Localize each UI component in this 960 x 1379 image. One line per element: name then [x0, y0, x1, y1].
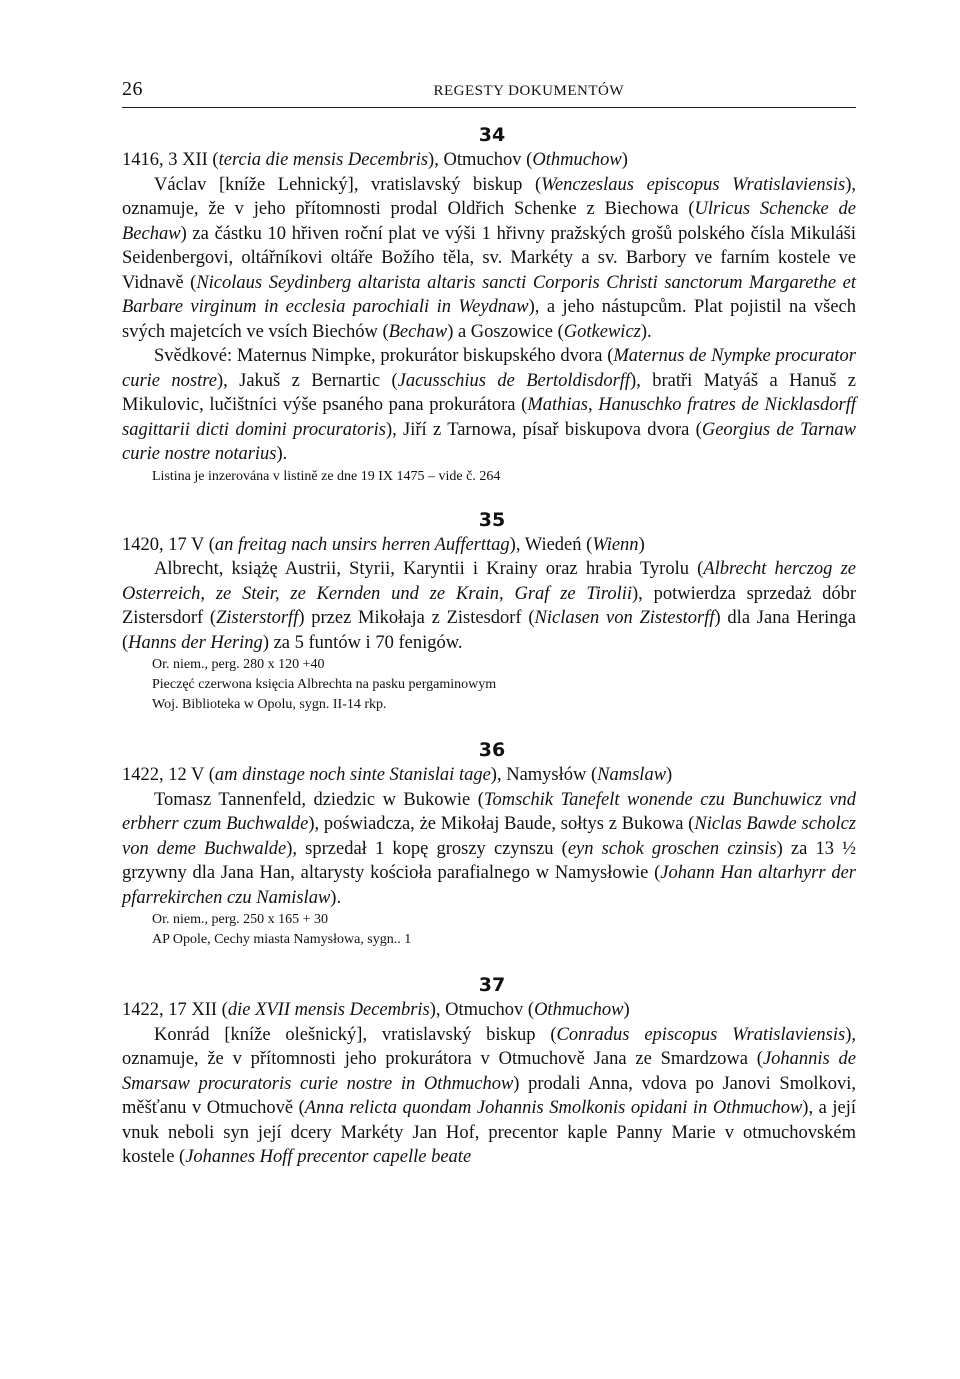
body-text: ). [330, 887, 342, 908]
source-note: Pieczęć czerwona księcia Albrechta na pasku pergaminowym [152, 677, 497, 692]
latin-quote-text: Tomschik Tanefelt wonende czu Bunchuwicz vnd erbherr czum Buchwalde [122, 789, 857, 834]
entry-36 [122, 737, 856, 950]
entry-35 [122, 507, 856, 716]
body-text: ), sprzedał 1 kopę groszy czynszu ( [286, 838, 568, 859]
latin-quote-text: Ulricus Schencke de Bechaw [122, 199, 856, 244]
running-head [122, 78, 856, 108]
body-text: ), bratři Matyáš a Hanuš z Mikulovic, lučištníci výše psaného pana prokurátora ( [122, 370, 856, 415]
body-text: 1422, 17 XII ( [122, 1000, 228, 1020]
latin-quote-text: an freitag nach unsirs herren Aufferttag [214, 534, 510, 555]
body-text: ) [666, 765, 673, 785]
latin-quote-text: Nicolaus Seydinberg altarista altaris sancti Corporis Christi sanctorum Margarethe et Barbare virginum in ecclesia parochiali in Weydnaw [122, 272, 856, 317]
latin-quote-text: Othmuchow [534, 1000, 624, 1020]
body-text: ), a její vnuk neboli syn její dcery Markéty Jan Hof, precentor kaple Panny Marie v otmuchovském kostele ( [122, 1098, 856, 1167]
body-text: ). [640, 321, 652, 342]
latin-quote-text: Gotkewicz [563, 321, 641, 342]
latin-quote-text: Georgius de Tarnaw curie nostre notarius [122, 419, 856, 464]
body-text: Svědkové: Maternus Nimpke, prokurátor biskupského dvora ( [154, 346, 614, 366]
body-text: ) za částku 10 hřiven roční plat ve výši 1 hřivny pražských grošů polského čísla Mikuláši Seidenbergovi, oltářníkovi oltáře Božího těla, sv. Markéty a sv. Barbory ve farním kostele ve Vidnavě ( [122, 223, 856, 293]
latin-quote-text: Johannis de Smarsaw procuratoris curie nostre in Othmuchow [122, 1049, 857, 1094]
latin-quote-text: Niclasen von Zistestorff [534, 608, 715, 628]
latin-quote-text: tercia die mensis Decembris [218, 150, 429, 170]
source-note: Listina je inzerována v listině ze dne 19 IX 1475 – vide č. 264 [152, 468, 501, 484]
body-text: ), Otmuchov ( [428, 150, 533, 170]
entry-date-line [122, 998, 856, 1023]
body-text: ), a jeho nástupcům. Plat pojistil na všech svých majetcích ve vsích Biechów ( [122, 297, 856, 342]
source-note: Woj. Biblioteka w Opolu, sygn. II-14 rkp. [152, 697, 387, 712]
body-text: Konrád [kníže olešnický], vratislavský biskup ( [154, 1024, 557, 1045]
body-text: ) [623, 1000, 630, 1020]
document-page [122, 78, 856, 1170]
body-text: 1420, 17 V ( [122, 534, 215, 555]
body-text: ), Jiří z Tarnowa, písař biskupova dvora ( [385, 419, 702, 440]
latin-quote-text: Bechaw [388, 321, 448, 342]
entry-number: 37 [478, 974, 506, 996]
latin-quote-text: Hanns der Hering [128, 632, 263, 653]
latin-quote-text: Anna relicta quondam Johannis Smolkonis opidani in Othmuchow [304, 1098, 803, 1118]
latin-quote-text: Othmuchow [532, 150, 622, 170]
latin-quote-text: Wienn [592, 534, 639, 555]
latin-quote-text: eyn schok groschen czinsis [567, 838, 777, 859]
body-text: ), Namysłów ( [490, 765, 598, 785]
latin-quote-text: die XVII mensis Decembris [227, 1000, 430, 1020]
latin-quote-text: Jacusschius de Bertoldisdorff [397, 370, 631, 391]
latin-quote-text: Wenczeslaus episcopus Wratislaviensis [541, 174, 846, 195]
latin-quote-text: Johannes Hoff precentor capelle beate [185, 1147, 472, 1167]
body-text: Václav [kníže Lehnický], vratislavský biskup ( [154, 174, 542, 195]
body-text: ) a Goszowice ( [447, 321, 564, 342]
entry-37 [122, 972, 856, 1170]
latin-quote-text: Albrecht herczog ze Osterreich, ze Steir, ze Kernden und ze Krain, Graf ze Tirolii [122, 559, 857, 604]
latin-quote-text: Conradus episcopus Wratislaviensis [556, 1024, 846, 1045]
body-text: ) za 13 ½ grzywny dla Jana Han, altarysty kościoła parafialnego w Namysłowie ( [122, 838, 856, 883]
body-text: ), potwierdza sprzedaż dóbr Zistersdorf ( [122, 583, 856, 628]
entry-date-line [122, 148, 856, 173]
witnesses-paragraph [122, 344, 856, 467]
entry-date-line [122, 763, 856, 788]
body-text: ), oznamuje, že v přítomnosti jeho prokurátora v Otmuchově Jana ze Smardzowa ( [122, 1024, 857, 1069]
latin-quote-text: Maternus de Nympke procurator curie nostre [122, 346, 856, 391]
source-note: AP Opole, Cechy miasta Namysłowa, sygn.. 1 [152, 932, 412, 947]
entry-paragraph [122, 788, 856, 911]
body-text: ) [621, 150, 628, 170]
entry-number: 36 [478, 739, 506, 761]
source-note: Or. niem., perg. 280 x 120 +40 [152, 657, 325, 672]
entry-paragraph [122, 173, 856, 345]
entry-paragraph [122, 1023, 856, 1170]
body-text: ) dla Jana Heringa ( [122, 608, 856, 653]
body-text: ), Wiedeń ( [509, 534, 593, 555]
body-text: Tomasz Tannenfeld, dziedzic w Bukowie ( [154, 789, 484, 810]
latin-quote-text: Mathias, Hanuschko fratres de Nicklasdorff sagittarii dicti domini procuratoris [122, 395, 856, 440]
entry-number: 34 [478, 124, 506, 146]
body-text: ), oznamuje, že v jeho přítomnosti prodal Oldřich Schenke z Biechowa ( [122, 174, 856, 219]
latin-quote-text: Zisterstorff [216, 608, 299, 628]
latin-quote-text: Johann Han altarhyrr der pfarrekirchen czu Namislaw [122, 863, 856, 908]
latin-quote-text: am dinstage noch sinte Stanislai tage [214, 765, 491, 785]
body-text: ), poświadcza, że Mikołaj Baude, sołtys z Bukowa ( [308, 814, 695, 834]
body-text: ) przez Mikołaja z Zistesdorf ( [298, 608, 535, 628]
source-note: Or. niem., perg. 250 x 165 + 30 [152, 912, 329, 927]
entry-34 [122, 122, 856, 487]
body-text: 1416, 3 XII ( [122, 150, 219, 170]
body-text: ), Otmuchov ( [429, 1000, 535, 1020]
latin-quote-text: Namslaw [597, 765, 667, 785]
entry-number: 35 [478, 508, 506, 531]
body-text: ). [276, 444, 288, 464]
entry-date-line [122, 533, 856, 558]
page-number: 26 [122, 78, 143, 100]
body-text: ) za 5 funtów i 70 fenigów. [262, 632, 463, 653]
body-text: ) prodali Anna, vdova po Janovi Smolkovi, měšťanu v Otmuchově ( [122, 1073, 856, 1118]
entry-paragraph [122, 557, 856, 655]
body-text: 1422, 12 V ( [122, 765, 215, 785]
body-text: ), Jakuš z Bernartic ( [216, 370, 398, 391]
latin-quote-text: Niclas Bawde scholcz von deme Buchwalde [122, 814, 857, 859]
running-title: REGESTY DOKUMENTÓW [433, 83, 624, 99]
body-text: ) [638, 534, 645, 555]
body-text: Albrecht, książę Austrii, Styrii, Karyntii i Krainy oraz hrabia Tyrolu ( [154, 559, 704, 579]
